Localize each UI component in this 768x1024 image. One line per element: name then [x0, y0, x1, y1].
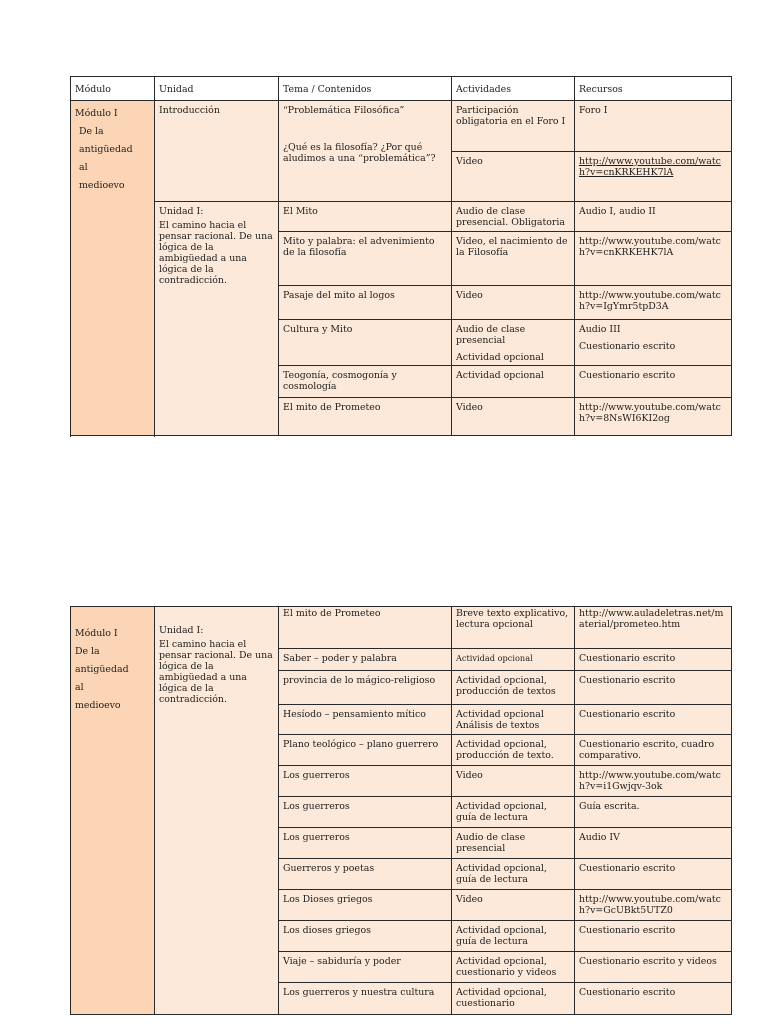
- tema-cell: [279, 320, 452, 366]
- unidad-title: Unidad I:: [159, 206, 204, 217]
- tema-text: Los guerreros: [283, 770, 350, 781]
- actividad-cell: [452, 797, 575, 828]
- tema-cell: [279, 286, 452, 320]
- recurso-text[interactable]: http://www.youtube.com/watch?v=8NsWI6KI2og: [579, 402, 721, 424]
- modulo-line: Módulo I: [75, 108, 118, 119]
- actividad-cell: [452, 202, 575, 232]
- tema-text: Los dioses griegos: [283, 925, 371, 936]
- tema-cell: [279, 921, 452, 952]
- modulo-line: De la: [75, 646, 100, 657]
- actividad-text: Video: [456, 402, 483, 413]
- recurso-text[interactable]: http://www.youtube.com/watch?v=i1Gwjqv-3ok: [579, 770, 721, 792]
- modulo-line: medioevo: [75, 700, 121, 711]
- actividad-text: Actividad opcional, cuestionario: [456, 987, 547, 1009]
- tema-text: El mito de Prometeo: [283, 402, 381, 413]
- recurso-cell: [575, 152, 732, 202]
- recurso-text: Cuestionario escrito: [579, 370, 676, 381]
- actividad-text: Participación obligatoria en el Foro I: [456, 105, 566, 127]
- recurso-text[interactable]: http://www.youtube.com/watch?v=GcUBkt5UTZ0: [579, 894, 721, 916]
- modulo-line: medioevo: [79, 180, 125, 191]
- recurso-text: Cuestionario escrito: [579, 709, 676, 720]
- actividad-text: Actividad opcional, cuestionario y videos: [456, 956, 557, 978]
- recurso-cell: [575, 286, 732, 320]
- unidad-intro: Introducción: [159, 105, 220, 116]
- course-table-2: [70, 606, 732, 1015]
- modulo-line: Módulo I: [75, 628, 118, 639]
- recurso-cell: [575, 735, 732, 766]
- tema-text: “Problemática Filosófica”: [283, 105, 405, 116]
- actividad-text: Actividad opcional Análisis de textos: [456, 709, 544, 731]
- tema-cell: [279, 232, 452, 286]
- recurso-text: Cuestionario escrito: [579, 925, 676, 936]
- actividad-cell: [452, 735, 575, 766]
- recurso-text: Audio I, audio II: [579, 206, 656, 217]
- unidad-desc: El camino hacia el pensar racional. De una lógica de la ambigüedad a una lógica de la contradicción.: [159, 639, 273, 705]
- recurso-cell: [575, 649, 732, 671]
- recurso-text[interactable]: http://www.youtube.com/watch?v=IgYmr5tpD3A: [579, 290, 721, 312]
- course-table-1: [70, 76, 732, 436]
- recurso-text: Cuestionario escrito: [579, 341, 676, 352]
- tema-text: Teogonía, cosmogonía y cosmología: [283, 370, 397, 392]
- recurso-cell: [575, 232, 732, 286]
- tema-text: El mito de Prometeo: [283, 608, 381, 619]
- actividad-cell: [452, 649, 575, 671]
- unidad-cell: [155, 607, 279, 1015]
- recurso-cell: [575, 398, 732, 436]
- recurso-cell: [575, 607, 732, 649]
- actividad-text: Actividad opcional, guía de lectura: [456, 925, 547, 947]
- tema-cell: [279, 735, 452, 766]
- tema-text: ¿Qué es la filosofía? ¿Por qué aludimos a una “problemática”?: [283, 142, 436, 164]
- header-recursos: Recursos: [575, 77, 732, 101]
- table-row: [71, 202, 732, 232]
- video-link[interactable]: http://www.youtube.com/watch?v=cnKRKEHK7lA: [579, 156, 721, 178]
- actividad-cell: [452, 607, 575, 649]
- modulo-cell: [71, 607, 155, 1015]
- tema-text: Viaje – sabiduría y poder: [283, 956, 401, 967]
- tema-text: Saber – poder y palabra: [283, 653, 397, 664]
- tema-cell: [279, 705, 452, 735]
- unidad-cell: [155, 202, 279, 436]
- actividad-cell: [452, 921, 575, 952]
- recurso-text[interactable]: http://www.auladeletras.net/material/prometeo.htm: [579, 608, 724, 630]
- recurso-text: Cuestionario escrito, cuadro comparativo.: [579, 739, 715, 761]
- actividad-text: Video: [456, 156, 483, 167]
- actividad-text: Video: [456, 894, 483, 905]
- actividad-cell: [452, 705, 575, 735]
- actividad-text: Audio de clase presencial: [456, 832, 526, 854]
- actividad-text: Video, el nacimiento de la Filosofía: [456, 236, 568, 258]
- tema-cell: [279, 398, 452, 436]
- tema-cell: [279, 983, 452, 1015]
- header-tema: Tema / Contenidos: [279, 77, 452, 101]
- actividad-cell: [452, 859, 575, 890]
- modulo-line: al: [79, 162, 88, 173]
- tema-cell: [279, 828, 452, 859]
- actividad-text: Breve texto explicativo, lectura opcional: [456, 608, 569, 630]
- actividad-text: Actividad opcional, guía de lectura: [456, 863, 547, 885]
- tema-cell: [279, 366, 452, 398]
- tema-cell: [279, 890, 452, 921]
- actividad-cell: [452, 101, 575, 152]
- recurso-cell: [575, 320, 732, 366]
- actividad-cell: [452, 152, 575, 202]
- tema-cell: [279, 671, 452, 705]
- tema-text: Plano teológico – plano guerrero: [283, 739, 439, 750]
- unidad-title: Unidad I:: [159, 625, 204, 636]
- tema-text: Los guerreros: [283, 801, 350, 812]
- tema-text: Cultura y Mito: [283, 324, 353, 335]
- actividad-text: Actividad opcional, producción de textos: [456, 675, 556, 697]
- recurso-cell: [575, 101, 732, 152]
- header-unidad: Unidad: [155, 77, 279, 101]
- recurso-text: Cuestionario escrito: [579, 675, 676, 686]
- actividad-text: Actividad opcional, guía de lectura: [456, 801, 547, 823]
- actividad-text: Audio de clase presencial. Obligatoria: [456, 206, 565, 228]
- header-actividades: Actividades: [452, 77, 575, 101]
- actividad-text: Actividad opcional: [456, 370, 544, 381]
- recurso-text: Guía escrita.: [579, 801, 640, 812]
- tema-intro-cell: [279, 101, 452, 202]
- recurso-cell: [575, 366, 732, 398]
- tema-cell: [279, 797, 452, 828]
- actividad-cell: [452, 671, 575, 705]
- tema-text: Mito y palabra: el advenimiento de la filosofía: [283, 236, 435, 258]
- recurso-cell: [575, 859, 732, 890]
- actividad-text: Video: [456, 770, 483, 781]
- actividad-cell: [452, 828, 575, 859]
- actividad-text: Actividad opcional, producción de texto.: [456, 739, 554, 761]
- actividad-cell: [452, 366, 575, 398]
- tema-text: provincia de lo mágico-religioso: [283, 675, 436, 686]
- actividad-text: Video: [456, 290, 483, 301]
- table-header-row: [71, 77, 732, 101]
- header-modulo: Módulo: [71, 77, 155, 101]
- recurso-cell: [575, 952, 732, 983]
- recurso-text[interactable]: http://www.youtube.com/watch?v=cnKRKEHK7lA: [579, 236, 721, 258]
- actividad-cell: [452, 320, 575, 366]
- tema-text: Los Dioses griegos: [283, 894, 373, 905]
- unidad-intro-cell: [155, 101, 279, 202]
- recurso-text: Audio IV: [579, 832, 620, 843]
- recurso-cell: [575, 797, 732, 828]
- table-row: [71, 607, 732, 649]
- modulo-line: antigüedad: [79, 144, 133, 155]
- recurso-text: Audio III: [579, 324, 621, 335]
- recurso-text: Foro I: [579, 105, 608, 116]
- recurso-cell: [575, 671, 732, 705]
- actividad-text: Actividad opcional: [456, 653, 533, 663]
- tema-cell: [279, 607, 452, 649]
- actividad-cell: [452, 766, 575, 797]
- tema-cell: [279, 859, 452, 890]
- modulo-cell: [71, 101, 155, 436]
- actividad-cell: [452, 952, 575, 983]
- tema-text: Los guerreros: [283, 832, 350, 843]
- modulo-line: antigüedad: [75, 664, 129, 675]
- recurso-text: Cuestionario escrito y videos: [579, 956, 717, 967]
- tema-text: El Mito: [283, 206, 318, 217]
- modulo-line: al: [75, 682, 84, 693]
- recurso-cell: [575, 828, 732, 859]
- recurso-text: Cuestionario escrito: [579, 653, 676, 664]
- table-row: [71, 101, 732, 152]
- recurso-cell: [575, 766, 732, 797]
- tema-text: Los guerreros y nuestra cultura: [283, 987, 435, 998]
- actividad-cell: [452, 890, 575, 921]
- actividad-cell: [452, 286, 575, 320]
- tema-cell: [279, 202, 452, 232]
- actividad-cell: [452, 398, 575, 436]
- recurso-cell: [575, 983, 732, 1015]
- actividad-text: Audio de clase presencial: [456, 324, 526, 346]
- actividad-cell: [452, 983, 575, 1015]
- recurso-cell: [575, 705, 732, 735]
- tema-text: Pasaje del mito al logos: [283, 290, 395, 301]
- tema-text: Guerreros y poetas: [283, 863, 375, 874]
- recurso-cell: [575, 202, 732, 232]
- recurso-text: Cuestionario escrito: [579, 987, 676, 998]
- tema-cell: [279, 649, 452, 671]
- recurso-cell: [575, 921, 732, 952]
- tema-text: Hesíodo – pensamiento mítico: [283, 709, 426, 720]
- tema-cell: [279, 766, 452, 797]
- tema-cell: [279, 952, 452, 983]
- unidad-desc: El camino hacia el pensar racional. De una lógica de la ambigüedad a una lógica de la contradicción.: [159, 220, 273, 286]
- modulo-line: De la: [79, 126, 104, 137]
- actividad-cell: [452, 232, 575, 286]
- recurso-text: Cuestionario escrito: [579, 863, 676, 874]
- recurso-cell: [575, 890, 732, 921]
- actividad-text: Actividad opcional: [456, 352, 544, 363]
